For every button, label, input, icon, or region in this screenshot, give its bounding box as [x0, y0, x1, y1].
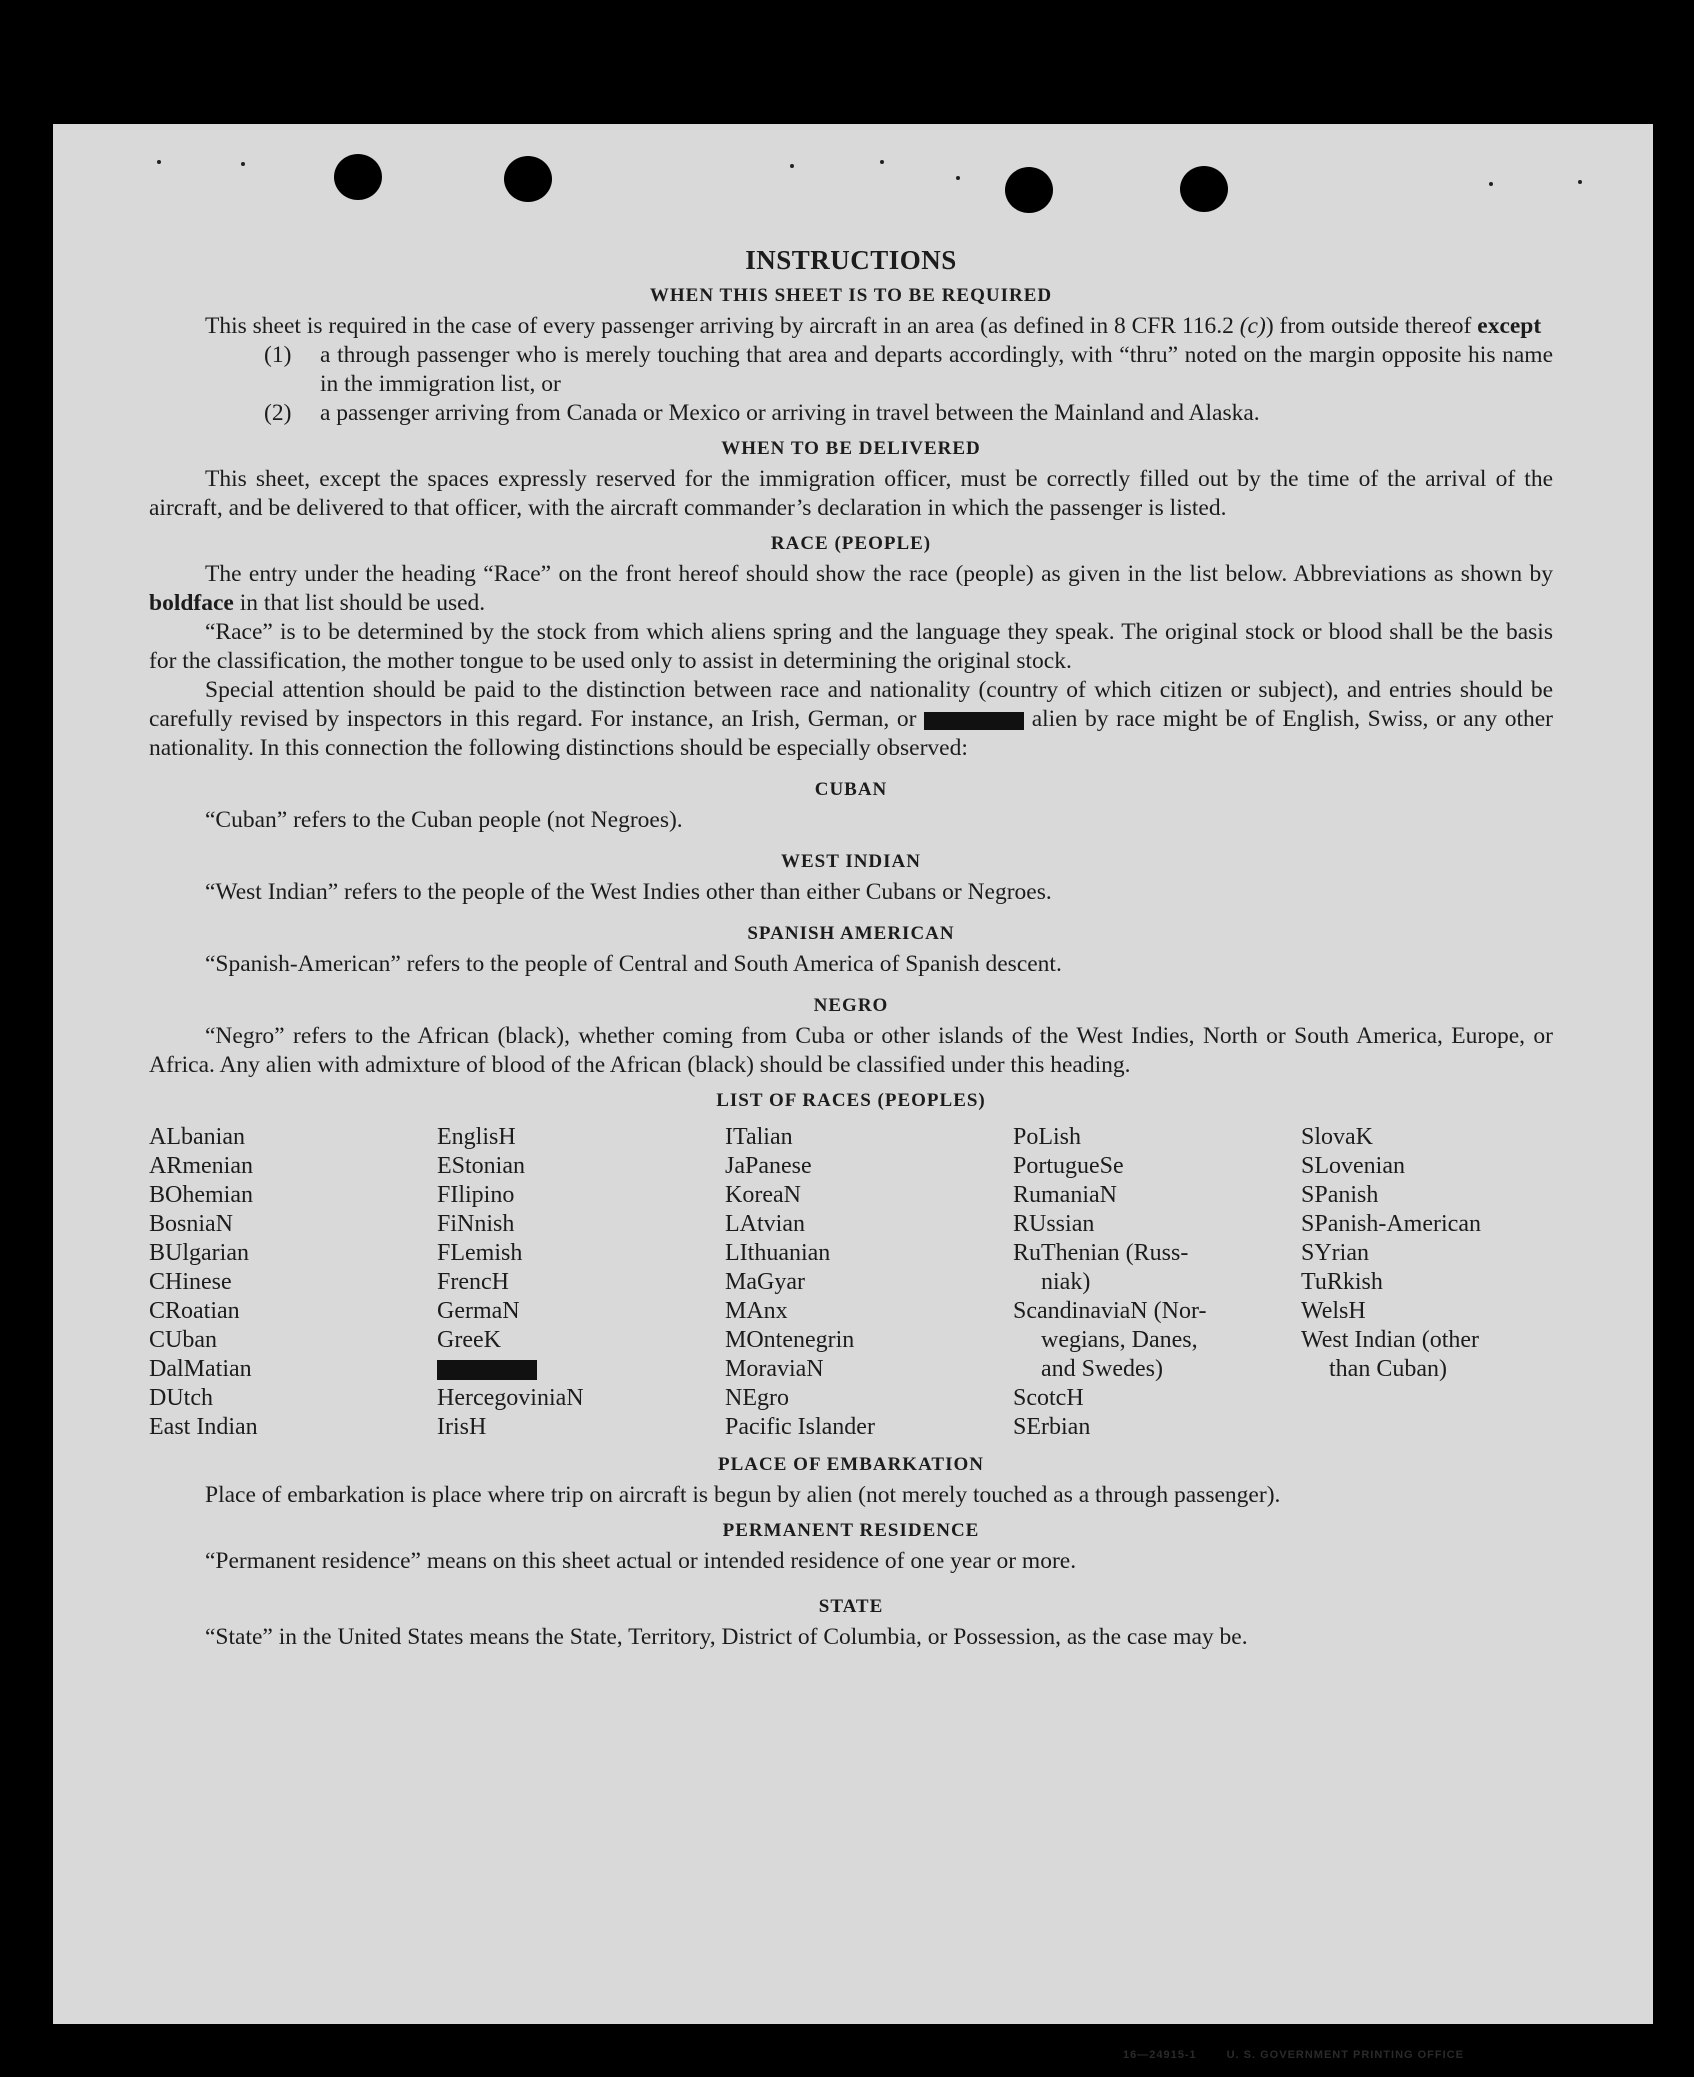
race-entry: JaPanese: [725, 1153, 812, 1179]
race-column: [725, 1123, 1013, 1442]
race-column: [1301, 1123, 1553, 1442]
text: (c): [1239, 313, 1266, 339]
speck: [880, 160, 884, 164]
race-entry: wegians, Danes,: [1041, 1327, 1198, 1353]
race-entry: MoraviaN: [725, 1356, 824, 1382]
race-entry: SYrian: [1301, 1240, 1369, 1266]
race-entry: BosniaN: [149, 1211, 233, 1237]
race-entry: SErbian: [1013, 1414, 1091, 1440]
race-entry: LIthuanian: [725, 1240, 831, 1266]
section-heading: PLACE OF EMBARKATION: [718, 1454, 984, 1475]
race-entry: PortugueSe: [1013, 1153, 1124, 1179]
race-column: [149, 1123, 437, 1442]
section-heading: WHEN TO BE DELIVERED: [721, 438, 981, 459]
printer-name: U. S. GOVERNMENT PRINTING OFFICE: [1226, 2049, 1464, 2061]
race-group: [437, 1123, 725, 1355]
text: Special attention should be paid to the distinction between race and nationality (country of which citizen or subject), and entries should be carefully revised by inspectors in this regard. For instance, an Irish, German, or: [149, 677, 1553, 732]
paragraph: [149, 676, 1553, 763]
speck: [157, 160, 161, 164]
race-entry: CRoatian: [149, 1298, 240, 1324]
race-entry: FLemish: [437, 1240, 523, 1266]
race-entry: BUlgarian: [149, 1240, 249, 1266]
paragraph: Place of embarkation is place where trip on aircraft is begun by alien (not merely touched as a through passenger).: [205, 1482, 1281, 1508]
punch-hole: [504, 156, 552, 202]
race-entry: NEgro: [725, 1385, 789, 1411]
race-entry: RUssian: [1013, 1211, 1095, 1237]
paragraph: “Permanent residence” means on this sheet actual or intended residence of one year or more.: [205, 1548, 1077, 1574]
redacted-entry: [437, 1355, 725, 1384]
text: in that list should be used.: [233, 590, 486, 616]
paragraph: “State” in the United States means the State, Territory, District of Columbia, or Possession, as the case may be.: [205, 1624, 1248, 1650]
section-heading: WHEN THIS SHEET IS TO BE REQUIRED: [649, 285, 1053, 306]
form-number: 16—24915-1: [1123, 2049, 1197, 2061]
race-entry: SLovenian: [1301, 1153, 1405, 1179]
text: The entry under the heading “Race” on the front hereof should show the race (people) as given in the list below. Abbreviations as shown by: [205, 561, 1553, 587]
race-entry: PoLish: [1013, 1124, 1082, 1150]
race-entry: MAnx: [725, 1298, 788, 1324]
race-entry: LAtvian: [725, 1211, 805, 1237]
race-entry: GermaN: [437, 1298, 520, 1324]
paragraph: This sheet, except the spaces expressly reserved for the immigration officer, must be correctly filled out by the time of the arrival of the aircraft, and be delivered to that officer, with the aircraft commander’s declaration in which the passenger is listed.: [149, 466, 1553, 521]
item-text: a passenger arriving from Canada or Mexico or arriving in travel between the Mainland and Alaska.: [320, 400, 1260, 426]
speck: [1489, 182, 1493, 186]
race-entry: KoreaN: [725, 1182, 801, 1208]
text: except: [1477, 313, 1542, 339]
race-entry: BOhemian: [149, 1182, 253, 1208]
race-entry: EStonian: [437, 1153, 525, 1179]
race-entry: SPanish-American: [1301, 1211, 1481, 1237]
race-entry: DUtch: [149, 1385, 213, 1411]
item-number: (1): [264, 342, 292, 368]
punch-hole: [334, 154, 382, 200]
race-entry: CHinese: [149, 1269, 232, 1295]
race-entry: RuThenian (Russ-: [1013, 1240, 1189, 1266]
paragraph: “West Indian” refers to the people of the West Indies other than either Cubans or Negroes.: [205, 879, 1052, 905]
section-heading: NEGRO: [813, 995, 889, 1016]
footer-print-code: [1123, 2049, 1464, 2061]
page-title: INSTRUCTIONS: [745, 245, 957, 275]
item-number: (2): [264, 400, 292, 426]
race-entry: and Swedes): [1041, 1356, 1163, 1382]
instructions-content: [149, 246, 1553, 1652]
race-entry: TuRkish: [1301, 1269, 1383, 1295]
paragraph: “Race” is to be determined by the stock from which aliens spring and the language they speak. The original stock or blood shall be the basis for the classification, the mother tongue to be used only to assist in determining the original stock.: [149, 619, 1553, 674]
race-entry: MaGyar: [725, 1269, 805, 1295]
race-entry: SPanish: [1301, 1182, 1379, 1208]
race-entry: FiNnish: [437, 1211, 515, 1237]
race-list: [149, 1123, 1553, 1442]
text: ) from outside thereof: [1265, 313, 1478, 339]
race-entry: GreeK: [437, 1327, 501, 1353]
race-entry: ScotcH: [1013, 1385, 1084, 1411]
list-item: [149, 341, 1553, 399]
race-entry: ITalian: [725, 1124, 793, 1150]
paragraph: “Spanish-American” refers to the people of Central and South America of Spanish descent.: [205, 951, 1062, 977]
section-heading: PERMANENT RESIDENCE: [722, 1520, 980, 1541]
race-entry: IrisH: [437, 1414, 487, 1440]
paragraph: “Cuban” refers to the Cuban people (not Negroes).: [205, 807, 683, 833]
speck: [241, 162, 245, 166]
punch-hole: [1005, 167, 1053, 213]
race-entry: DalMatian: [149, 1356, 252, 1382]
section-heading: WEST INDIAN: [781, 851, 921, 872]
speck: [956, 176, 960, 180]
race-entry: WelsH: [1301, 1298, 1366, 1324]
race-entry: EnglisH: [437, 1124, 516, 1150]
race-entry: RumaniaN: [1013, 1182, 1117, 1208]
race-entry: West Indian (other: [1301, 1327, 1480, 1353]
punch-hole: [1180, 166, 1228, 212]
race-entry: SlovaK: [1301, 1124, 1373, 1150]
section-heading: RACE (PEOPLE): [770, 533, 932, 554]
race-entry: FrencH: [437, 1269, 509, 1295]
race-entry: FIlipino: [437, 1182, 515, 1208]
document-sheet: [53, 124, 1653, 2061]
race-group: [437, 1384, 725, 1442]
race-entry: ALbanian: [149, 1124, 245, 1150]
list-item: [149, 399, 1553, 428]
text: This sheet is required in the case of every passenger arriving by aircraft in an area (as defined in 8 CFR 116.2: [205, 313, 1240, 339]
section-heading: SPANISH AMERICAN: [747, 923, 955, 944]
item-text: a through passenger who is merely touching that area and departs accordingly, with “thru” noted on the margin opposite his name in the immigration list, or: [320, 342, 1553, 397]
race-entry: MOntenegrin: [725, 1327, 855, 1353]
text: alien by race might be of English, Swiss, or any other nationality. In this connection the following distinctions should be especially observed:: [149, 706, 1554, 761]
race-entry: ScandinaviaN (Nor-: [1013, 1298, 1207, 1324]
race-entry: East Indian: [149, 1414, 258, 1440]
section-heading: STATE: [818, 1596, 884, 1617]
race-entry: than Cuban): [1329, 1356, 1447, 1382]
race-column: [1013, 1123, 1301, 1442]
section-heading: CUBAN: [814, 779, 888, 800]
race-entry: ARmenian: [149, 1153, 253, 1179]
race-entry: Pacific Islander: [725, 1414, 875, 1440]
race-entry: HercegoviniaN: [437, 1385, 584, 1411]
race-column: [437, 1123, 725, 1442]
redaction-mark: [924, 712, 1024, 730]
speck: [790, 164, 794, 168]
race-entry: niak): [1041, 1269, 1091, 1295]
race-entry: CUban: [149, 1327, 217, 1353]
paragraph: [149, 312, 1553, 341]
text: boldface: [149, 590, 234, 616]
section-heading: LIST OF RACES (PEOPLES): [716, 1090, 986, 1111]
speck: [1578, 180, 1582, 184]
paragraph: [149, 560, 1553, 618]
paragraph: “Negro” refers to the African (black), whether coming from Cuba or other islands of the West Indies, North or South America, Europe, or Africa. Any alien with admixture of blood of the African (black) should be classified under this heading.: [149, 1023, 1553, 1078]
redaction-mark: [437, 1360, 537, 1380]
